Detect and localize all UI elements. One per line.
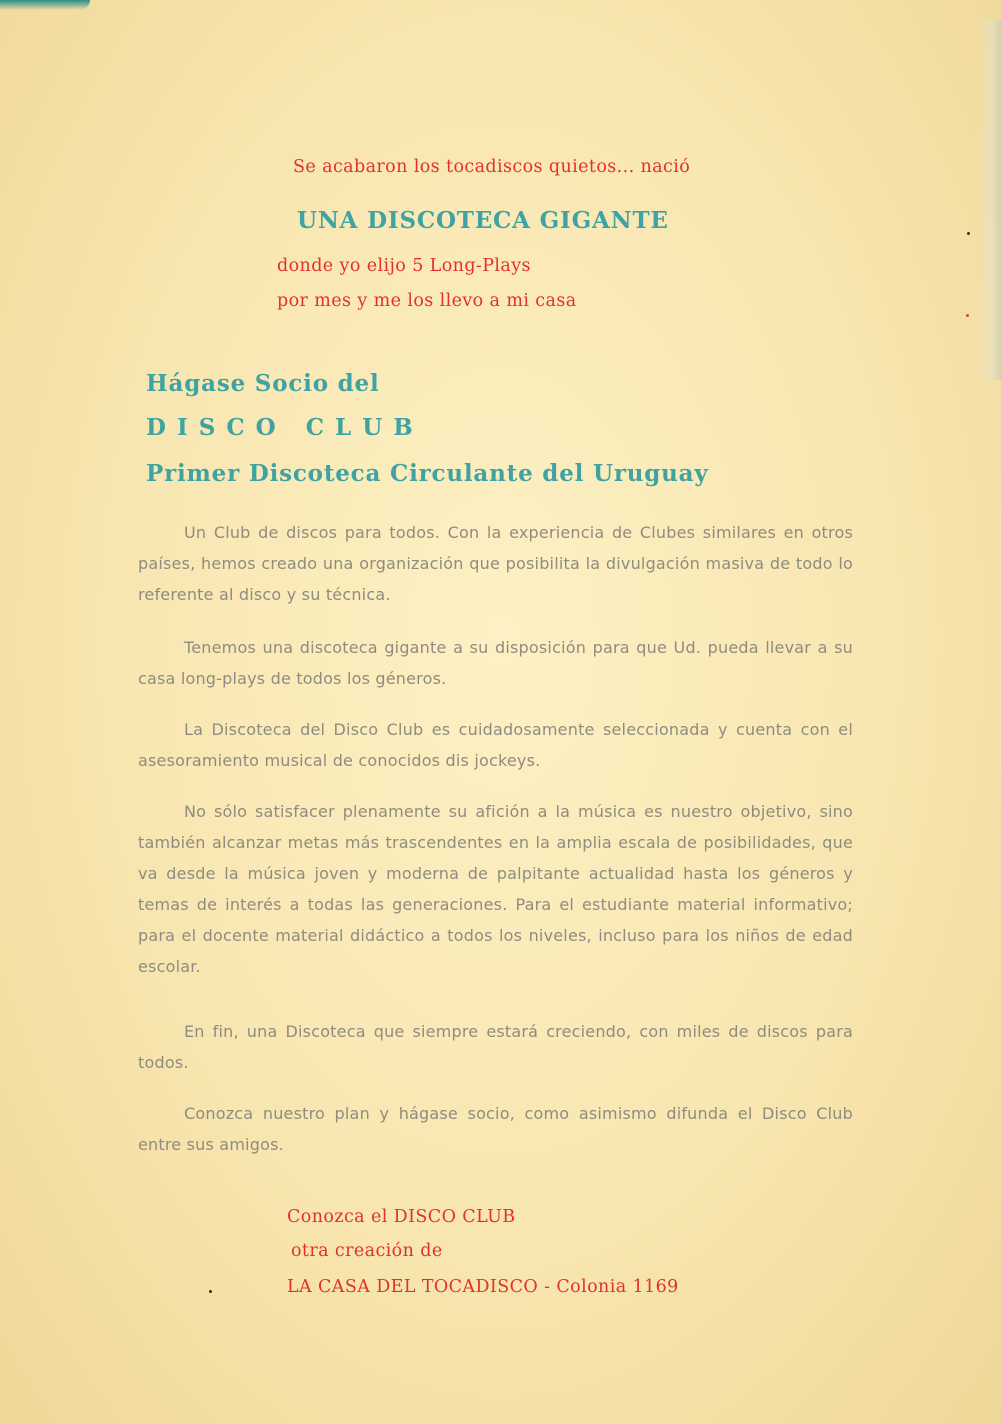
paragraph-4: No sólo satisfacer plenamente su afición a la música es nuestro objetivo, sino también alcanzar metas más trascendentes en la amplia escala de posibilidades, que va desde la música joven y moderna de palpitante actualidad hasta los géneros y temas de interés a todas las generaciones. Para el estudiante material informativo; para el docente material didáctico a todos los niveles, incluso para los niños de edad escolar. [138, 802, 853, 976]
footer-line-1: Conozca el DISCO CLUB [287, 1207, 516, 1227]
paragraph-1: Un Club de discos para todos. Con la experiencia de Clubes similares en otros países, hemos creado una organización que posibilita la divulgación masiva de todo lo referente al disco y su técnica. [138, 523, 853, 604]
intro-headline: UNA DISCOTECA GIGANTE [297, 207, 669, 234]
intro-line-3: por mes y me los llevo a mi casa [277, 291, 577, 311]
footer-line-3: LA CASA DEL TOCADISCO - Colonia 1169 [287, 1277, 679, 1297]
paper-stain-top-left [0, 0, 90, 10]
club-line-1: Hágase Socio del [146, 370, 380, 397]
paper-speck [966, 314, 969, 317]
paragraph-5: En fin, una Discoteca que siempre estará creciendo, con miles de discos para todos. [138, 1022, 853, 1072]
paper-edge-right [977, 20, 1001, 380]
footer-line-2: otra creación de [291, 1241, 443, 1261]
paragraph-6: Conozca nuestro plan y hágase socio, como asimismo difunda el Disco Club entre sus amigos. [138, 1104, 853, 1154]
paragraph-2: Tenemos una discoteca gigante a su disposición para que Ud. pueda llevar a su casa long-plays de todos los géneros. [138, 638, 853, 688]
paper-speck [967, 232, 970, 235]
club-tagline: Primer Discoteca Circulante del Uruguay [146, 460, 709, 487]
paper-speck [209, 1290, 212, 1293]
paragraph-3: La Discoteca del Disco Club es cuidadosamente seleccionada y cuenta con el asesoramiento musical de conocidos dis jockeys. [138, 720, 853, 770]
intro-line-2: donde yo elijo 5 Long-Plays [277, 256, 531, 276]
club-name: D I S C O C L U B [146, 414, 415, 441]
intro-line-1: Se acabaron los tocadiscos quietos... nació [293, 157, 691, 177]
